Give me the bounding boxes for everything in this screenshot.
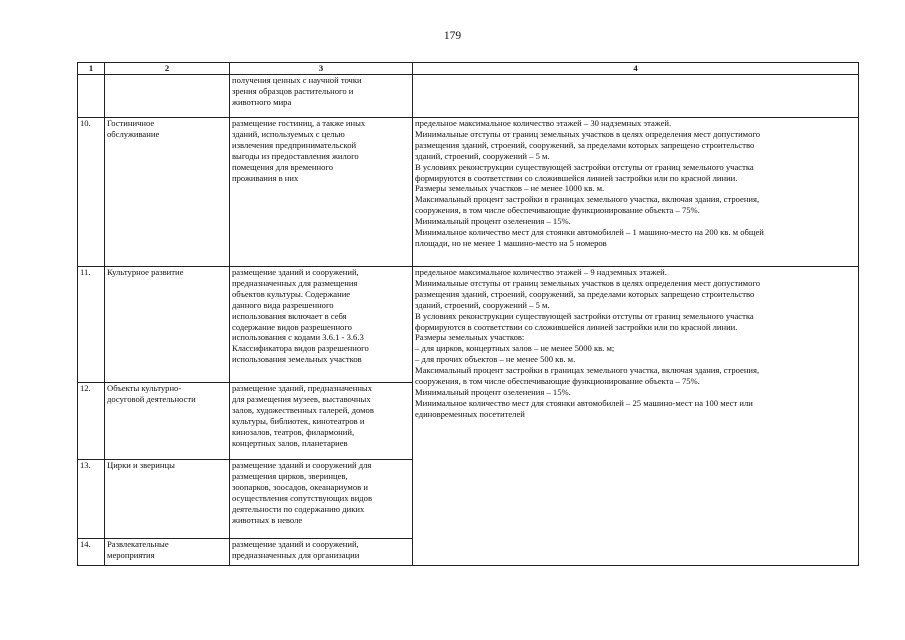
text-line: Максимальный процент застройки в границах земельного участка, включая здания, строения, <box>415 365 760 376</box>
text-line: размещение зданий и сооружений, <box>232 267 359 277</box>
text-line: для размещения музеев, выставочных <box>232 393 371 404</box>
use-type-name <box>105 118 230 267</box>
text-line: животного мира <box>232 96 292 107</box>
text-line: использования с кодами 3.6.1 - 3.6.3 <box>232 332 364 343</box>
text-line: проживания в них <box>232 172 299 183</box>
text-line: предельное максимальное количество этажей – 30 надземных этажей. <box>415 118 672 128</box>
text-line: сооружения, в том числе обеспечивающие функционирование объекта – 75%. <box>415 376 700 387</box>
use-type-name <box>105 460 230 539</box>
row-number: 11. <box>78 267 105 383</box>
row-number: 12. <box>78 383 105 460</box>
text-line: использования земельных участков <box>232 354 362 365</box>
cell-name <box>105 75 230 118</box>
text-line: Размеры земельных участков – не менее 1000 кв. м. <box>415 183 605 194</box>
cell-num <box>78 75 105 118</box>
use-type-description <box>230 267 413 383</box>
text-line: размещение зданий, предназначенных <box>232 383 373 393</box>
text-line: Размеры земельных участков: <box>415 332 525 343</box>
text-line: размещение гостиниц, а также иных <box>232 118 366 128</box>
text-line: формируются в соответствии со сложившейся линией застройки или по красной линии. <box>415 321 738 332</box>
text-line: зданий, строений, сооружений – 5 м. <box>415 150 550 161</box>
land-use-table <box>77 62 859 566</box>
text-line: размещения зданий, строений, сооружений, за пределами которых запрещено строительство <box>415 288 755 299</box>
text-line: Минимальное количество мест для стоянки автомобилей – 1 машино-место на 200 кв. м общей <box>415 227 764 238</box>
text-line: концертных залов, планетариев <box>232 437 348 448</box>
text-line: Минимальный процент озеленения – 15%. <box>415 216 571 227</box>
text-line: Цирки и зверинцы <box>107 460 175 470</box>
header-col-3: 3 <box>230 63 413 75</box>
text-line: Развлекательные <box>107 539 169 549</box>
use-type-name <box>105 539 230 566</box>
text-line: Минимальное количество мест для стоянки автомобилей – 25 машино-мест на 100 мест или <box>415 397 753 408</box>
text-line: – для прочих объектов – не менее 500 кв. м. <box>415 354 576 365</box>
page-number: 179 <box>443 30 462 42</box>
use-type-description <box>230 383 413 460</box>
text-line: единовременных посетителей <box>415 408 525 419</box>
text-line: предназначенных для организации <box>232 549 360 560</box>
text-line: Классификатора видов разрешенного <box>232 343 369 354</box>
row-number: 14. <box>78 539 105 566</box>
use-type-name <box>105 267 230 383</box>
text-line: Культурное развитие <box>107 267 184 277</box>
text-line: получения ценных с научной точки <box>232 75 362 85</box>
text-line: деятельности по содержанию диких <box>232 503 365 514</box>
header-col-2: 2 <box>105 63 230 75</box>
text-line: использования включает в себя <box>232 310 347 321</box>
text-line: формируются в соответствии со сложившейся линией застройки или по красной линии. <box>415 172 738 183</box>
row-number: 13. <box>78 460 105 539</box>
text-line: предельное максимальное количество этажей – 9 надземных этажей. <box>415 267 667 277</box>
text-line: Минимальный процент озеленения – 15%. <box>415 386 571 397</box>
header-row <box>78 63 859 75</box>
row-number: 10. <box>78 118 105 267</box>
text-line: площади, но не менее 1 машино-место на 5 номеров <box>415 237 607 248</box>
text-line: досуговой деятельности <box>107 393 196 404</box>
table-row <box>78 267 859 383</box>
text-line: размещение зданий и сооружений для <box>232 460 372 470</box>
header-col-1: 1 <box>78 63 105 75</box>
text-line: размещение зданий и сооружений, <box>232 539 359 549</box>
table-row-continuation <box>78 75 859 118</box>
header-col-4: 4 <box>413 63 859 75</box>
text-line: Минимальные отступы от границ земельных участков в целях определения мест допустимого <box>415 277 761 288</box>
text-line: размещения цирков, зверинцев, <box>232 470 348 481</box>
text-line: размещения зданий, строений, сооружений, за пределами которых запрещено строительство <box>415 139 755 150</box>
text-line: залов, художественных галерей, домов <box>232 404 374 415</box>
text-line: В условиях реконструкции существующей застройки отступы от границ земельного участка <box>415 161 754 172</box>
use-type-name <box>105 383 230 460</box>
text-line: мероприятия <box>107 549 155 560</box>
text-line: предназначенных для размещения <box>232 277 358 288</box>
text-line: Максимальный процент застройки в границах земельного участка, включая здания, строения, <box>415 194 760 205</box>
text-line: Минимальные отступы от границ земельных участков в целях определения мест допустимого <box>415 128 761 139</box>
text-line: извлечения предпринимательской <box>232 139 357 150</box>
table-row <box>78 118 859 267</box>
text-line: Объекты культурно- <box>107 383 182 393</box>
text-line: обслуживание <box>107 128 160 139</box>
construction-parameters <box>413 267 859 566</box>
text-line: сооружения, в том числе обеспечивающие функционирование объекта – 75%. <box>415 205 700 216</box>
text-line: зданий, используемых с целью <box>232 128 345 139</box>
use-type-description <box>230 460 413 539</box>
text-line: кинозалов, театров, филармоний, <box>232 426 355 437</box>
text-line: В условиях реконструкции существующей застройки отступы от границ земельного участка <box>415 310 754 321</box>
text-line: зрения образцов растительного и <box>232 85 354 96</box>
text-line: зоопарков, зоосадов, океанариумов и <box>232 481 368 492</box>
text-line: Гостиничное <box>107 118 155 128</box>
text-line: зданий, строений, сооружений – 5 м. <box>415 299 550 310</box>
use-type-description <box>230 118 413 267</box>
text-line: культуры, библиотек, кинотеатров и <box>232 415 365 426</box>
text-line: объектов культуры. Содержание <box>232 288 351 299</box>
use-type-description <box>230 539 413 566</box>
text-line: выгоды из предоставления жилого <box>232 150 359 161</box>
cell-desc <box>230 75 413 118</box>
text-line: осуществления сопутствующих видов <box>232 492 373 503</box>
construction-parameters <box>413 118 859 267</box>
text-line: – для цирков, концертных залов – не менее 5000 кв. м; <box>415 343 615 354</box>
text-line: животных в неволе <box>232 514 303 525</box>
text-line: помещения для временного <box>232 161 334 172</box>
text-line: данного вида разрешенного <box>232 299 334 310</box>
text-line: содержание видов разрешенного <box>232 321 352 332</box>
cell-params <box>413 75 859 118</box>
